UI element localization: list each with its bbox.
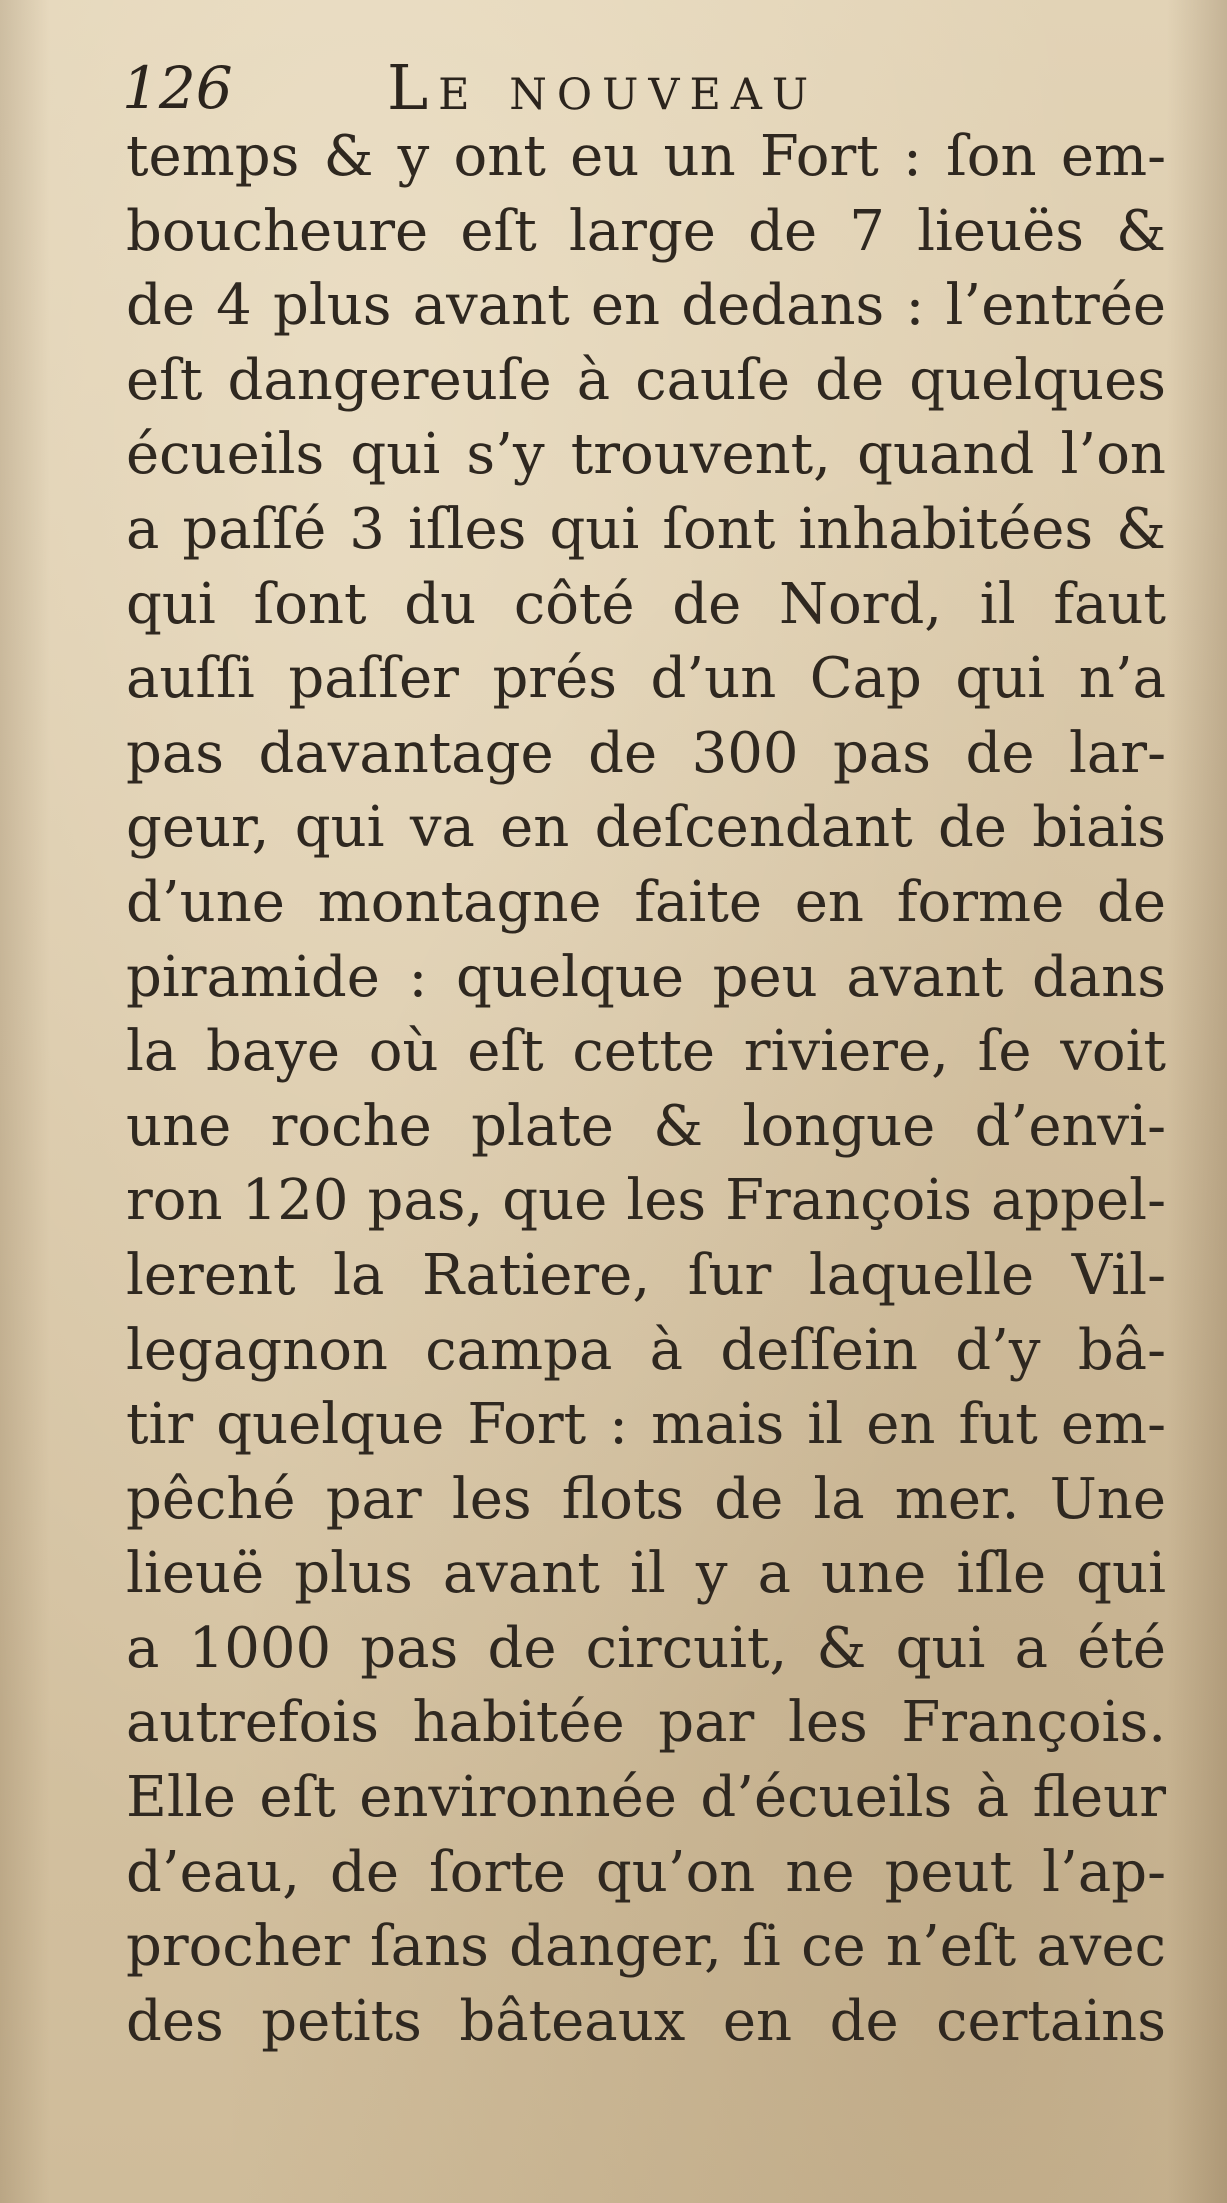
text-line: lerent la Ratiere, ſur laquelle Vil- (126, 1242, 1166, 1308)
text-line: pêché par les flots de la mer. Une (126, 1466, 1166, 1532)
body-text (126, 120, 1166, 2059)
text-line: ron 120 pas, que les François appel- (126, 1168, 1166, 1234)
text-line: la baye où eſt cette riviere, ſe voit (126, 1019, 1166, 1085)
text-line: procher ſans danger, ſi ce n’eſt avec (126, 1914, 1166, 1980)
text-line: de 4 plus avant en dedans : l’entrée (126, 273, 1166, 339)
text-line: tir quelque Fort : mais il en fut em- (126, 1392, 1166, 1458)
text-line: a paſſé 3 iſles qui ſont inhabitées & (126, 496, 1166, 562)
text-line: legagnon campa à deſſein d’y bâ- (126, 1317, 1166, 1383)
text-line: geur, qui va en deſcendant de biais (126, 795, 1166, 861)
text-line: eſt dangereuſe à cauſe de quelques (126, 347, 1166, 413)
page-number: 126 (122, 54, 233, 122)
text-line: d’eau, de ſorte qu’on ne peut l’ap- (126, 1839, 1166, 1905)
text-line: qui ſont du côté de Nord, il faut (126, 571, 1166, 637)
text-line: pas davantage de 300 pas de lar- (126, 720, 1166, 786)
text-line: temps & y ont eu un Fort : ſon em- (126, 124, 1166, 189)
text-line: une roche plate & longue d’envi- (126, 1093, 1166, 1159)
text-line: boucheure eſt large de 7 lieuës & (126, 198, 1166, 264)
text-line: des petits bâteaux en de certains (126, 1988, 1166, 2054)
text-line: lieuë plus avant il y a une iſle qui (126, 1541, 1166, 1607)
text-line: piramide : quelque peu avant dans (126, 944, 1166, 1010)
page-header (122, 40, 1162, 130)
text-line: auſſi paſſer prés d’un Cap qui n’a (126, 646, 1166, 712)
text-line: écueils qui s’y trouvent, quand l’on (126, 422, 1166, 488)
text-line: autrefois habitée par les François. (126, 1690, 1166, 1756)
text-line: a 1000 pas de circuit, & qui a été (126, 1615, 1166, 1681)
text-line: Elle eſt environnée d’écueils à fleur (126, 1765, 1166, 1831)
text-line: d’une montagne faite en forme de (126, 869, 1166, 935)
running-title: Le nouveau (387, 51, 819, 124)
